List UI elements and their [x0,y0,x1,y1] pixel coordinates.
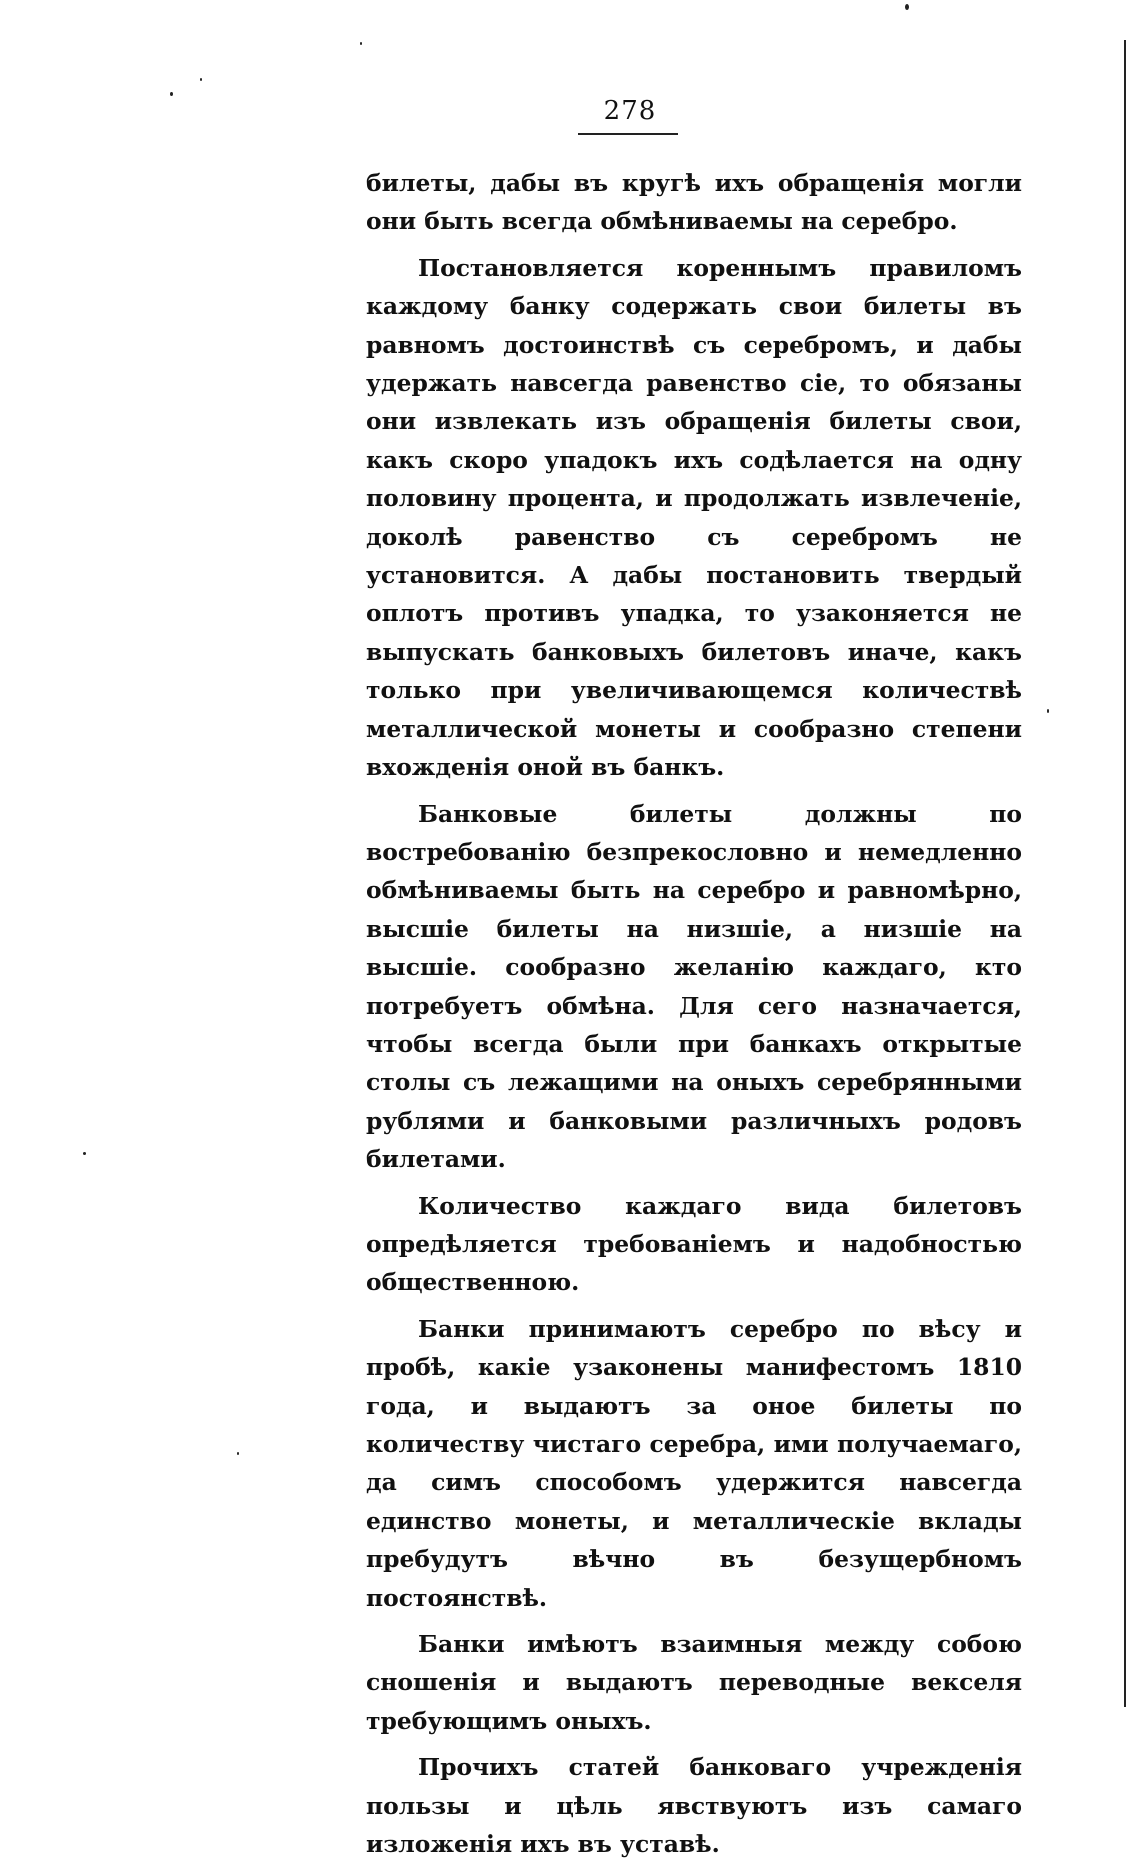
page-edge-line [1124,40,1126,1707]
ink-speck [905,4,909,10]
body-text [366,164,1022,1863]
paragraph: Банки принимаютъ серебро по вѣсу и пробѣ, какіе узаконены манифестомъ 1810 года, и выдаютъ за оное билеты по количеству чистаго серебра, ими получаемаго, да симъ способомъ удержится навсегда единство монеты, и металлическіе вклады пребудутъ вѣчно въ безущербномъ постоянствѣ. [366,1314,1022,1612]
paragraph: Постановляется кореннымъ правиломъ каждому банку содержать свои билеты въ равномъ достоинствѣ съ серебромъ, и дабы удержать навсегда равенство сіе, то обязаны они извлекать изъ обращенія билеты свои, какъ скоро упадокъ ихъ содѣлается на одну половину процента, и продолжать извлеченіе, доколѣ равенство съ серебромъ не установится. А дабы постановить твердый оплотъ противъ упадка, то узаконяется не выпускать банковыхъ билетовъ иначе, какъ только при увеличивающемся количествѣ металлической монеты и сообразно степени вхожденія оной въ банкъ. [366,253,1022,782]
paragraph: Количество каждаго вида билетовъ опредѣляется требованіемъ и надобностью общественною. [366,1191,1022,1297]
ink-speck [200,78,202,81]
paragraph: Банковые билеты должны по востребованію безпрекословно и немедленно обмѣниваемы быть на серебро и равномѣрно, высшіе билеты на низшіе, а низшіе на высшіе. сообразно желанію каждаго, кто потребуетъ обмѣна. Для сего назначается, чтобы всегда были при банкахъ открытые столы съ лежащими на оныхъ серебрянными рублями и банковыми различныхъ родовъ билетами. [366,799,1022,1174]
ink-speck [83,1152,86,1155]
paragraph-continuation: билеты, дабы въ кругѣ ихъ обращенія могли они быть всегда обмѣниваемы на серебро. [366,169,1022,236]
page-number: 278 [603,96,657,126]
paragraph: Прочихъ статей банковаго учрежденія пользы и цѣль явствуютъ изъ самаго изложенія ихъ въ уставѣ. [366,1753,1022,1859]
ink-speck [1047,709,1049,713]
ink-speck [237,1452,239,1455]
ink-speck [360,42,362,45]
page-number-rule [578,133,678,135]
ink-speck [170,92,173,96]
paragraph: Банки имѣютъ взаимныя между собою сношенія и выдаютъ переводные векселя требующимъ оныхъ. [366,1630,1022,1735]
